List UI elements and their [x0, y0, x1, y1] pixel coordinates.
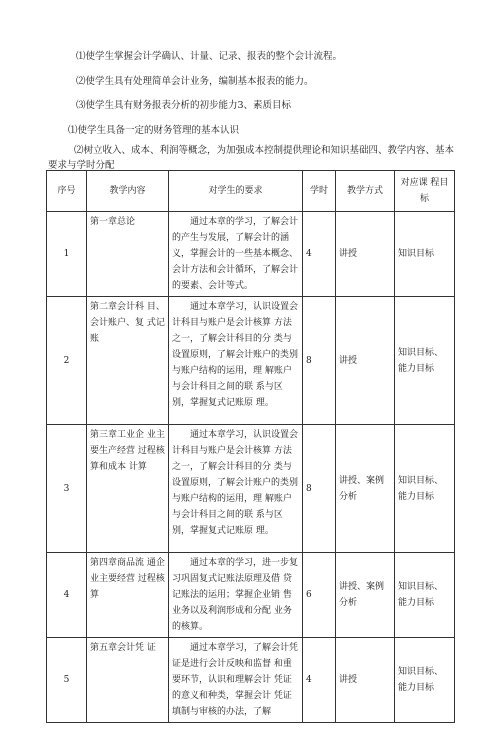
- row-requirement: 通过本章的学习，了解会计的产生与发展，了解会计的涵义，掌握会计的一些基本概念、会计方法和会计循环，了解会计的要素、会计等式。: [169, 212, 303, 297]
- table-row: [47, 212, 455, 297]
- table-row: [47, 553, 455, 638]
- table-row: [47, 297, 455, 425]
- table-row: [47, 638, 455, 723]
- row-method: 讲授、案例分析: [336, 553, 395, 638]
- row-no: 2: [47, 297, 87, 425]
- row-requirement: 通过本章的学习，进一步复习巩固复式记账法原理及借 贷记账法的运用；掌握企业销 售业务以及利润形成和分配 业务的核算。: [169, 553, 303, 638]
- header-goal: 对应课 程目标: [395, 171, 455, 212]
- header-content: 教学内容: [87, 171, 169, 212]
- row-content: 第三章工业企 业主要生产经营 过程核算和成本 计算: [87, 425, 169, 553]
- header-hours: 学时: [303, 171, 336, 212]
- row-goal: 知识目标、能力目标: [395, 425, 455, 553]
- row-method: 讲授: [336, 212, 395, 297]
- header-method: 教学方式: [336, 171, 395, 212]
- row-content: 第二章会计科 目、会计账户、复 式记账: [87, 297, 169, 425]
- row-hours: 6: [303, 553, 336, 638]
- row-content: 第五章会计凭 证: [87, 638, 169, 723]
- objective-item-2: ⑵使学生具有处理简单会计业务，编制基本报表的能力。: [76, 76, 314, 87]
- objective-item-3: ⑶使学生具有财务报表分析的初步能力3、素质目标: [76, 100, 292, 111]
- quality-item-2: ⑵树立收入、成本、利润等概念，为加强成本控制提供理论和知识基础四、教学内容、基本要求与学时分配: [48, 145, 455, 171]
- row-method: 讲授: [336, 638, 395, 723]
- row-requirement: 通过本章学习，认识设置会计科目与账户是会计核算 方法之一，了解会计科目的分 类与设置原则，了解会计账户的类别与账户结构的运用，理 解账户与会计科目之间的联 系与区别，掌握复式记账原 理。: [169, 425, 303, 553]
- row-requirement: 通过本章学习，了解会计凭证是进行会计反映和监督 和重要环节，认识和理解会计 凭证的意义和种类，掌握会计 凭证填制与审核的办法，了解: [169, 638, 303, 723]
- row-content: 第一章总论: [87, 212, 169, 297]
- teaching-content-table: [46, 170, 455, 723]
- row-no: 3: [47, 425, 87, 553]
- row-content: 第四章商品流 通企业主要经营 过程核算: [87, 553, 169, 638]
- quality-item-1: ⑴使学生具备一定的财务管理的基本认识: [68, 125, 240, 136]
- row-hours: 4: [303, 638, 336, 723]
- header-no: 序号: [47, 171, 87, 212]
- row-goal: 知识目标: [395, 212, 455, 297]
- row-method: 讲授、案例分析: [336, 425, 395, 553]
- row-requirement: 通过本章学习，认识设置会计科目与账户是会计核算 方法之一，了解会计科目的分 类与设置原则，了解会计账户的类别与账户结构的运用，理 解账户与会计科目之间的联 系与区别，掌握复式记账原 理。: [169, 297, 303, 425]
- row-hours: 8: [303, 297, 336, 425]
- row-method: 讲授: [336, 297, 395, 425]
- objective-item-1: ⑴使学生掌握会计学确认、计量、记录、报表的整个会计流程。: [76, 51, 343, 62]
- row-goal: 知识目标、能力目标: [395, 553, 455, 638]
- table-row: [47, 425, 455, 553]
- row-no: 1: [47, 212, 87, 297]
- row-hours: 8: [303, 425, 336, 553]
- row-no: 4: [47, 553, 87, 638]
- header-requirement: 对学生的要求: [169, 171, 303, 212]
- row-no: 5: [47, 638, 87, 723]
- row-goal: 知识目标、能力目标: [395, 297, 455, 425]
- row-goal: 知识目标、能力目标: [395, 638, 455, 723]
- table-header-row: [47, 171, 455, 212]
- row-hours: 4: [303, 212, 336, 297]
